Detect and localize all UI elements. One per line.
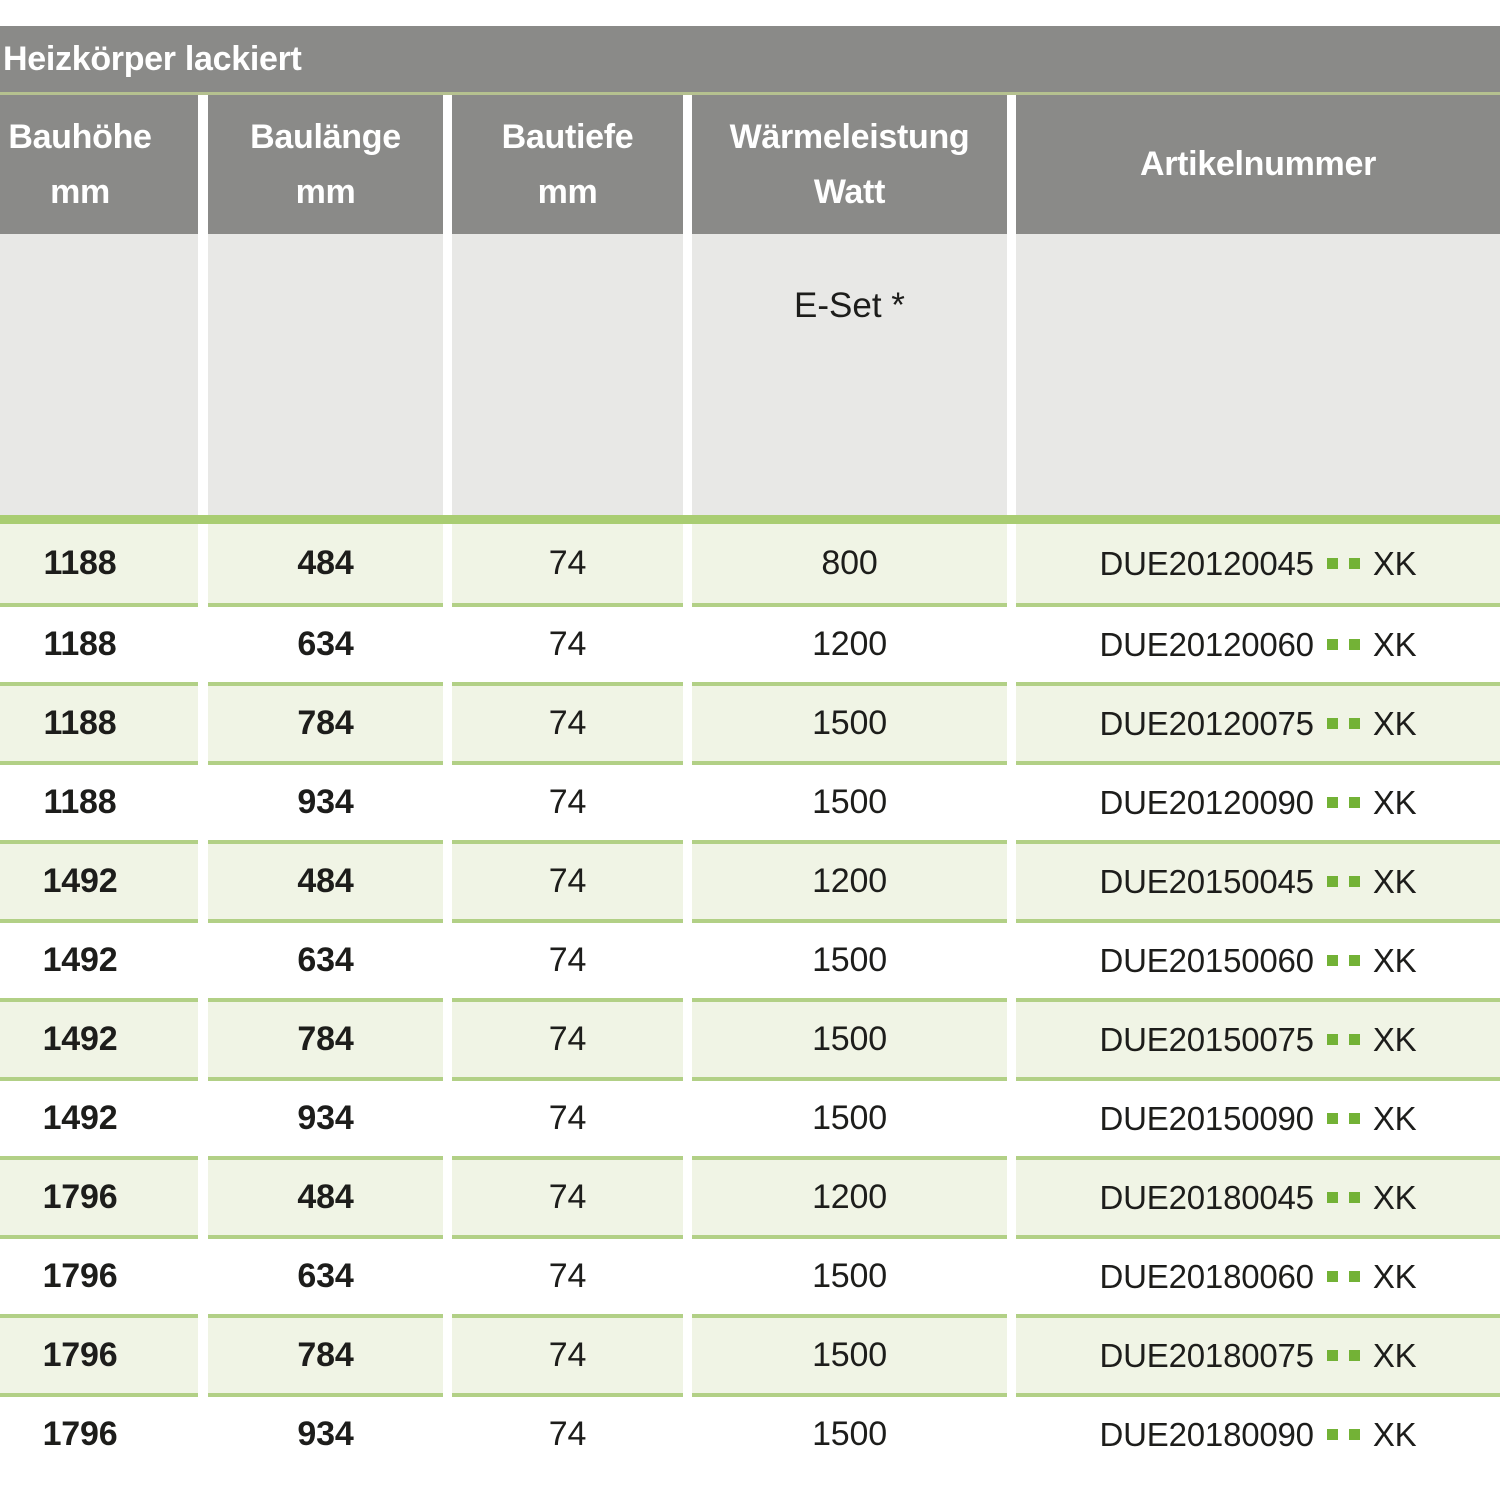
artikel-prefix: DUE20180075 <box>1099 1336 1314 1374</box>
top-margin <box>0 0 1500 26</box>
column-header-baulaenge <box>208 95 443 234</box>
column-gutter <box>1007 524 1016 603</box>
placeholder-dot-icon <box>1327 1271 1338 1282</box>
artikel-prefix: DUE20120075 <box>1099 704 1314 742</box>
artikel-suffix: XK <box>1372 1020 1417 1058</box>
subheader-row <box>0 234 1500 515</box>
waermeleistung-value: 1500 <box>692 1314 1007 1393</box>
artikel-prefix: DUE20150090 <box>1099 1099 1314 1137</box>
column-header-bauhoehe <box>0 95 198 234</box>
bauhoehe-value: 1796 <box>0 1314 198 1393</box>
column-gutter <box>443 1235 452 1314</box>
artikel-prefix: DUE20180090 <box>1099 1415 1314 1453</box>
header-label: Bautiefe <box>501 117 634 156</box>
table-row <box>0 1314 1500 1393</box>
column-header-artikelnummer <box>1016 95 1500 234</box>
bautiefe-value: 74 <box>452 998 683 1077</box>
waermeleistung-value: 1500 <box>692 998 1007 1077</box>
artikelnummer-value <box>1016 1393 1500 1472</box>
column-gutter <box>198 603 208 682</box>
bautiefe-value: 74 <box>452 919 683 998</box>
artikel-prefix: DUE20150075 <box>1099 1020 1314 1058</box>
artikel-prefix: DUE20120090 <box>1099 783 1314 821</box>
table-row <box>0 1235 1500 1314</box>
artikel-suffix: XK <box>1372 1336 1417 1374</box>
placeholder-dot-icon <box>1327 955 1338 966</box>
artikel-suffix: XK <box>1372 544 1417 582</box>
header-label: Bauhöhe <box>8 117 152 156</box>
placeholder-dot-icon <box>1327 876 1338 887</box>
column-gutter <box>683 919 692 998</box>
table-row <box>0 1393 1500 1472</box>
column-header-bautiefe <box>452 95 683 234</box>
artikel-prefix: DUE20180045 <box>1099 1178 1314 1216</box>
artikelnummer-value <box>1016 761 1500 840</box>
artikelnummer-value <box>1016 1077 1500 1156</box>
bauhoehe-value: 1188 <box>0 682 198 761</box>
placeholder-dot-icon <box>1327 1429 1338 1440</box>
baulaenge-value: 634 <box>208 603 443 682</box>
artikel-suffix: XK <box>1372 704 1417 742</box>
placeholder-dot-icon <box>1349 1271 1360 1282</box>
baulaenge-value: 634 <box>208 1235 443 1314</box>
column-gutter <box>683 234 692 515</box>
column-gutter <box>683 998 692 1077</box>
artikelnummer-value <box>1016 998 1500 1077</box>
placeholder-dot-icon <box>1349 1192 1360 1203</box>
placeholder-dot-icon <box>1327 558 1338 569</box>
artikel-prefix: DUE20120045 <box>1099 544 1314 582</box>
bauhoehe-value: 1492 <box>0 840 198 919</box>
waermeleistung-value: 1200 <box>692 603 1007 682</box>
placeholder-dot-icon <box>1349 718 1360 729</box>
column-gutter <box>443 761 452 840</box>
table-title-bar <box>0 26 1500 92</box>
column-gutter <box>683 524 692 603</box>
waermeleistung-value: 1200 <box>692 1156 1007 1235</box>
table-row <box>0 1156 1500 1235</box>
header-label: Wärmeleistung <box>729 117 970 156</box>
artikelnummer-value <box>1016 1314 1500 1393</box>
placeholder-dot-icon <box>1349 1429 1360 1440</box>
column-gutter <box>198 919 208 998</box>
column-gutter <box>683 682 692 761</box>
placeholder-dot-icon <box>1327 1192 1338 1203</box>
bauhoehe-value: 1796 <box>0 1393 198 1472</box>
bautiefe-value: 74 <box>452 1314 683 1393</box>
baulaenge-value: 934 <box>208 761 443 840</box>
column-gutter <box>198 1393 208 1472</box>
column-gutter <box>1007 919 1016 998</box>
baulaenge-value: 784 <box>208 998 443 1077</box>
header-body-divider <box>0 515 1500 524</box>
column-gutter <box>198 761 208 840</box>
column-gutter <box>443 603 452 682</box>
waermeleistung-value: 1500 <box>692 1235 1007 1314</box>
subheader-cell <box>208 234 443 515</box>
placeholder-dot-icon <box>1327 718 1338 729</box>
column-gutter <box>198 840 208 919</box>
table-row <box>0 1077 1500 1156</box>
artikelnummer-value <box>1016 919 1500 998</box>
placeholder-dot-icon <box>1327 639 1338 650</box>
table-row <box>0 998 1500 1077</box>
bautiefe-value: 74 <box>452 1156 683 1235</box>
table-row <box>0 919 1500 998</box>
table-title: Heizkörper lackiert <box>3 39 302 78</box>
column-gutter <box>443 1314 452 1393</box>
artikel-suffix: XK <box>1372 1178 1417 1216</box>
column-gutter <box>1007 682 1016 761</box>
artikel-suffix: XK <box>1372 1099 1417 1137</box>
placeholder-dot-icon <box>1327 797 1338 808</box>
column-gutter <box>443 998 452 1077</box>
column-gutter <box>198 1156 208 1235</box>
waermeleistung-value: 1500 <box>692 761 1007 840</box>
column-gutter <box>198 682 208 761</box>
column-gutter <box>443 840 452 919</box>
artikelnummer-value <box>1016 1156 1500 1235</box>
baulaenge-value: 484 <box>208 840 443 919</box>
column-gutter <box>683 603 692 682</box>
artikelnummer-value <box>1016 682 1500 761</box>
artikel-prefix: DUE20180060 <box>1099 1257 1314 1295</box>
bauhoehe-value: 1492 <box>0 919 198 998</box>
header-label: Baulänge <box>250 117 401 156</box>
placeholder-dot-icon <box>1349 1350 1360 1361</box>
header-unit: mm <box>50 172 110 211</box>
bautiefe-value: 74 <box>452 682 683 761</box>
artikel-suffix: XK <box>1372 941 1417 979</box>
column-gutter <box>1007 603 1016 682</box>
column-gutter <box>1007 1077 1016 1156</box>
table-row <box>0 524 1500 603</box>
waermeleistung-value: 1500 <box>692 1393 1007 1472</box>
baulaenge-value: 784 <box>208 682 443 761</box>
column-gutter <box>683 840 692 919</box>
header-unit: mm <box>537 172 598 211</box>
column-gutter <box>683 1156 692 1235</box>
bautiefe-value: 74 <box>452 524 683 603</box>
bauhoehe-value: 1188 <box>0 524 198 603</box>
placeholder-dot-icon <box>1327 1350 1338 1361</box>
placeholder-dot-icon <box>1349 797 1360 808</box>
placeholder-dot-icon <box>1349 639 1360 650</box>
column-gutter <box>443 234 452 515</box>
artikelnummer-value <box>1016 1235 1500 1314</box>
column-gutter <box>443 524 452 603</box>
column-gutter <box>198 524 208 603</box>
placeholder-dot-icon <box>1349 1113 1360 1124</box>
column-gutter <box>198 234 208 515</box>
artikel-prefix: DUE20150060 <box>1099 941 1314 979</box>
column-gutter <box>1007 1314 1016 1393</box>
bautiefe-value: 74 <box>452 1393 683 1472</box>
column-gutter <box>198 998 208 1077</box>
artikel-suffix: XK <box>1372 625 1417 663</box>
bautiefe-value: 74 <box>452 1077 683 1156</box>
column-gutter <box>1007 1156 1016 1235</box>
placeholder-dot-icon <box>1349 876 1360 887</box>
bautiefe-value: 74 <box>452 840 683 919</box>
subheader-cell <box>1016 234 1500 515</box>
column-gutter <box>443 682 452 761</box>
waermeleistung-value: 1500 <box>692 682 1007 761</box>
column-gutter <box>1007 1235 1016 1314</box>
artikel-suffix: XK <box>1372 1257 1417 1295</box>
placeholder-dot-icon <box>1349 558 1360 569</box>
column-gutter <box>1007 840 1016 919</box>
table-body <box>0 524 1500 1472</box>
column-gutter <box>1007 95 1016 234</box>
column-gutter <box>1007 998 1016 1077</box>
baulaenge-value: 634 <box>208 919 443 998</box>
header-unit: mm <box>295 172 356 211</box>
column-gutter <box>443 919 452 998</box>
column-gutter <box>443 1156 452 1235</box>
column-gutter <box>1007 761 1016 840</box>
eset-label: E-Set * <box>794 286 905 325</box>
column-header-row <box>0 95 1500 234</box>
column-gutter <box>443 95 452 234</box>
column-gutter <box>198 1235 208 1314</box>
bautiefe-value: 74 <box>452 761 683 840</box>
column-gutter <box>443 1393 452 1472</box>
baulaenge-value: 784 <box>208 1314 443 1393</box>
baulaenge-value: 934 <box>208 1077 443 1156</box>
column-gutter <box>683 761 692 840</box>
column-gutter <box>683 1235 692 1314</box>
placeholder-dot-icon <box>1349 955 1360 966</box>
baulaenge-value: 484 <box>208 524 443 603</box>
column-gutter <box>198 95 208 234</box>
artikelnummer-value <box>1016 603 1500 682</box>
bautiefe-value: 74 <box>452 1235 683 1314</box>
column-gutter <box>683 1314 692 1393</box>
artikel-suffix: XK <box>1372 862 1417 900</box>
artikel-prefix: DUE20120060 <box>1099 625 1314 663</box>
eset-label-cell <box>692 234 1007 515</box>
subheader-cell <box>452 234 683 515</box>
table-row <box>0 761 1500 840</box>
placeholder-dot-icon <box>1327 1034 1338 1045</box>
column-gutter <box>683 1077 692 1156</box>
table-row <box>0 603 1500 682</box>
bauhoehe-value: 1796 <box>0 1156 198 1235</box>
bauhoehe-value: 1796 <box>0 1235 198 1314</box>
column-gutter <box>198 1314 208 1393</box>
column-gutter <box>683 95 692 234</box>
bauhoehe-value: 1492 <box>0 998 198 1077</box>
column-gutter <box>1007 234 1016 515</box>
header-label: Artikelnummer <box>1139 145 1377 183</box>
bauhoehe-value: 1492 <box>0 1077 198 1156</box>
artikelnummer-value <box>1016 524 1500 603</box>
artikel-prefix: DUE20150045 <box>1099 862 1314 900</box>
artikelnummer-value <box>1016 840 1500 919</box>
column-gutter <box>1007 1393 1016 1472</box>
subheader-cell <box>0 234 198 515</box>
table-row <box>0 840 1500 919</box>
waermeleistung-value: 1500 <box>692 1077 1007 1156</box>
column-header-waermeleistung <box>692 95 1007 234</box>
artikel-suffix: XK <box>1372 1415 1417 1453</box>
waermeleistung-value: 800 <box>692 524 1007 603</box>
bauhoehe-value: 1188 <box>0 761 198 840</box>
header-unit: Watt <box>813 172 886 211</box>
waermeleistung-value: 1200 <box>692 840 1007 919</box>
column-gutter <box>683 1393 692 1472</box>
waermeleistung-value: 1500 <box>692 919 1007 998</box>
placeholder-dot-icon <box>1327 1113 1338 1124</box>
artikel-suffix: XK <box>1372 783 1417 821</box>
baulaenge-value: 934 <box>208 1393 443 1472</box>
placeholder-dot-icon <box>1349 1034 1360 1045</box>
column-gutter <box>443 1077 452 1156</box>
baulaenge-value: 484 <box>208 1156 443 1235</box>
column-gutter <box>198 1077 208 1156</box>
table-row <box>0 682 1500 761</box>
bautiefe-value: 74 <box>452 603 683 682</box>
bauhoehe-value: 1188 <box>0 603 198 682</box>
